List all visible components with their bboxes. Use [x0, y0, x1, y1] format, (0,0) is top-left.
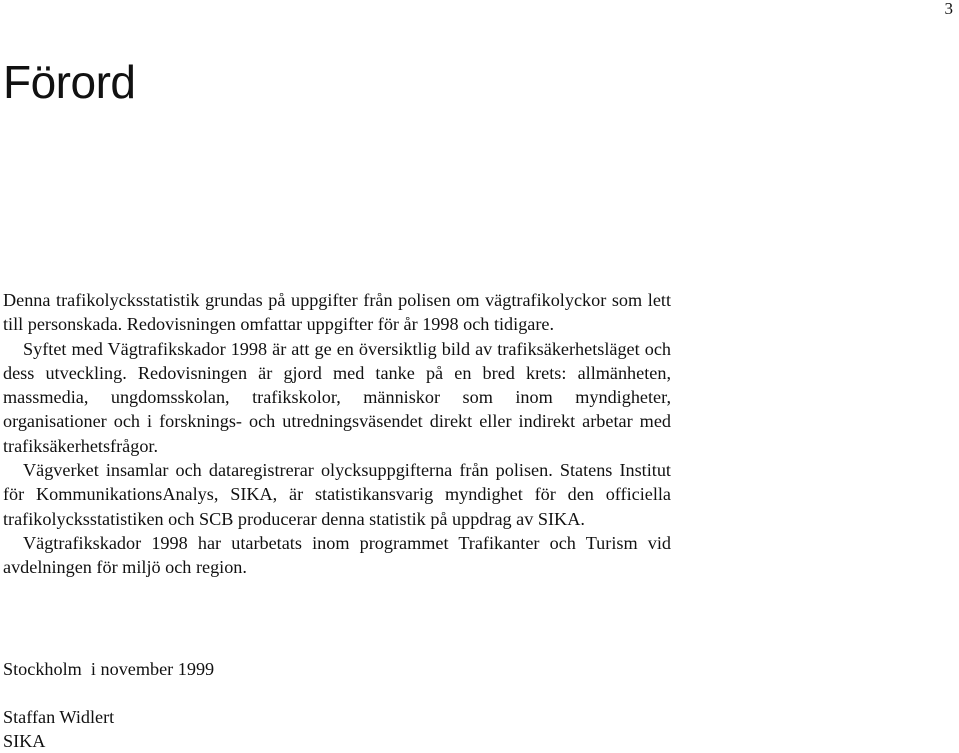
paragraph-program: Vägtrafikskador 1998 har utarbetats inom programmet Trafikanter och Turism vid avdelningen för miljö och region.: [3, 532, 671, 578]
page-number: 3: [944, 0, 953, 18]
signature-place-date: Stockholm i november 1999: [3, 659, 215, 679]
page-title: Förord: [3, 56, 136, 108]
paragraph-intro: Denna trafikolycksstatistik grundas på uppgifter från polisen om vägtrafikolyckor som lett till personskada. Redovisningen omfattar uppgifter för år 1998 och tidigare.: [3, 290, 671, 335]
paragraph-purpose: Syftet med Vägtrafikskador 1998 är att ge en översiktlig bild av trafiksäkerhetsläget och dess utveckling. Redovisningen är gjord med tanke på en bred krets: allmänheten, massmedia, ungdomsskolan, trafikskolor, människor som inom myndigheter, organisationer och i forsknings- och utredningsväsendet direkt eller indirekt arbetar med trafiksäkerhetsfrågor.: [3, 338, 671, 456]
signature-name: Staffan Widlert: [3, 707, 115, 727]
signature-organization: SIKA: [3, 731, 46, 751]
paragraph-data-collection: Vägverket insamlar och dataregistrerar olycksuppgifterna från polisen. Statens Institut för KommunikationsAnalys, SIKA, är statistikansvarig myndighet för den officiella trafikolycksstatistiken och SCB producerar denna statistik på uppdrag av SIKA.: [3, 460, 671, 529]
foreword-body: [3, 288, 671, 580]
